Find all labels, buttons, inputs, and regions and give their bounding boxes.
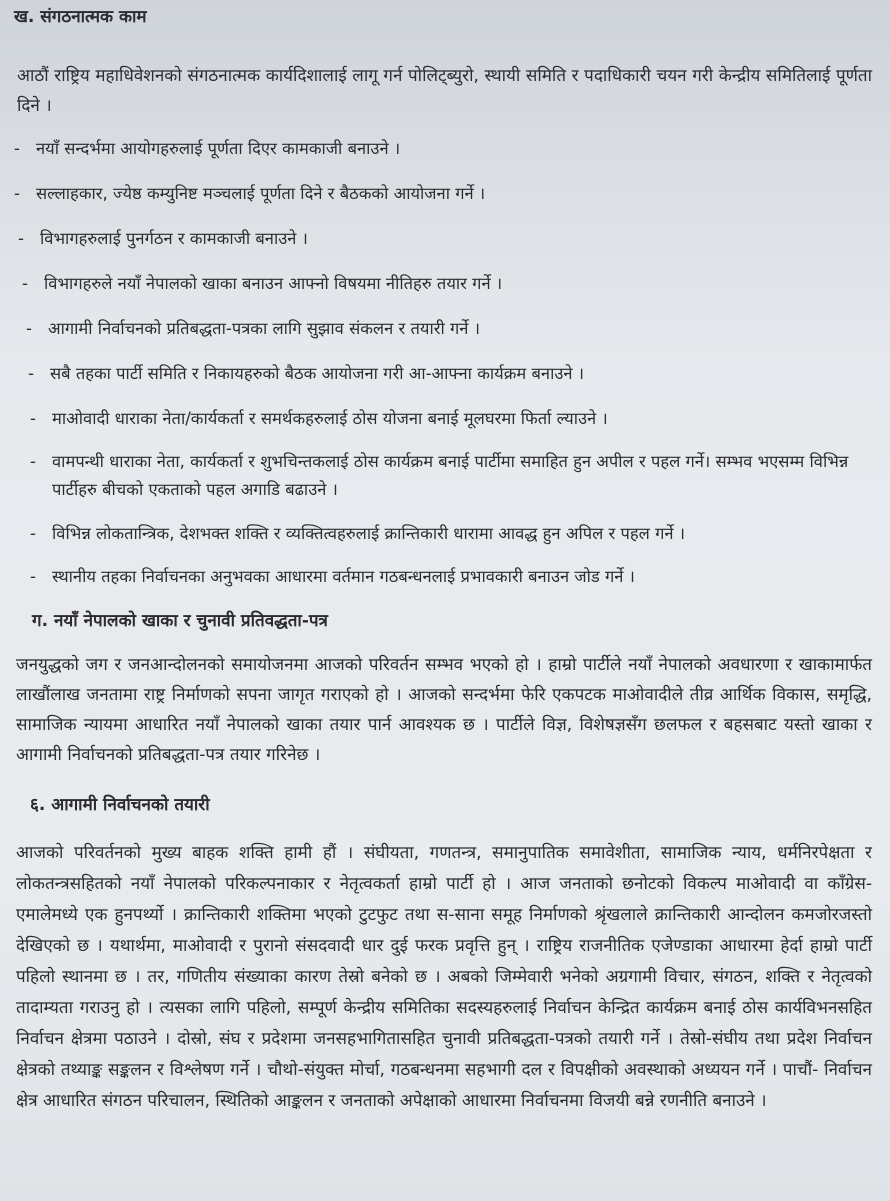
- section-6-heading: ६. आगामी निर्वाचनको तयारी: [30, 795, 210, 815]
- section-kha-heading: ख. संगठनात्मक काम: [14, 7, 147, 27]
- bullet-dash: -: [14, 184, 20, 203]
- bullet-text: नयाँ सन्दर्भमा आयोगहरुलाई पूर्णता दिएर कामकाजी बनाउने ।: [36, 139, 401, 158]
- list-item: [30, 448, 890, 504]
- bullet-text: विभागहरुलाई पुनर्गठन र कामकाजी बनाउने ।: [40, 229, 308, 248]
- bullet-dash: -: [30, 409, 36, 428]
- bullet-dash: -: [30, 567, 36, 586]
- list-item: [30, 405, 872, 432]
- list-item: [30, 520, 872, 547]
- bullet-dash: -: [30, 452, 36, 471]
- bullet-dash: -: [22, 274, 28, 293]
- bullet-text: आगामी निर्वाचनको प्रतिबद्धता-पत्रका लागि सुझाव संकलन र तयारी गर्ने ।: [48, 319, 480, 338]
- bullet-dash: -: [14, 139, 20, 158]
- section-6-body: आजको परिवर्तनको मुख्य बाहक शक्ति हामी हौं । संघीयता, गणतन्त्र, समानुपातिक समावेशीता, सामाजिक न्याय, धर्मनिरपेक्षता र लोकतन्त्रसहितको नयाँ नेपालको परिकल्पनाकार र नेतृत्वकर्ता हाम्रो पार्टी हो । आज जनताको छनोटको विकल्प माओवादी वा काँग्रेस-एमालेमध्ये एक हुनपर्थ्यो । क्रान्तिकारी शक्तिमा भएको टुटफुट तथा स-साना समूह निर्माणको श्रृंखलाले क्रान्तिकारी आन्दोलन कमजोरजस्तो देखिएको छ । यथार्थमा, माओवादी र पुरानो संसदवादी धार दुई फरक प्रवृत्ति हुन् । राष्ट्रिय राजनीतिक एजेण्डाका आधारमा हेर्दा हाम्रो पार्टी पहिलो स्थानमा छ । तर, गणितीय संख्याका कारण तेस्रो बनेको छ । अबको जिम्मेवारी भनेको अग्रगामी विचार, संगठन, शक्ति र नेतृत्वको तादाम्यता गराउनु हो । त्यसका लागि पहिलो, सम्पूर्ण केन्द्रीय समितिका सदस्यहरुलाई निर्वाचन केन्द्रित कार्यक्रम बनाई ठोस कार्यविभनसहित निर्वाचन क्षेत्रमा पठाउने । दोस्रो, संघ र प्रदेशमा जनसहभागितासहित चुनावी प्रतिबद्धता-पत्रको तयारी गर्ने । तेस्रो-संघीय तथा प्रदेश निर्वाचन क्षेत्रको तथ्याङ्क सङ्कलन र विश्लेषण गर्ने । चौथो-संयुक्त मोर्चा, गठबन्धनमा सहभागी दल र विपक्षीको अवस्थाको अध्ययन गर्ने । पाचौं- निर्वाचन क्षेत्र आधारित संगठन परिचालन, स्थितिको आङ्कलन र जनताको अपेक्षाको आधारमा निर्वाचनमा विजयी बन्ने रणनीति बनाउने ।: [16, 843, 872, 1111]
- section-ga-body: जनयुद्धको जग र जनआन्दोलनको समायोजनमा आजको परिवर्तन सम्भव भएको हो । हाम्रो पार्टीले नयाँ नेपालको अवधारणा र खाकामार्फत लाखौंलाख जनतामा राष्ट्र निर्माणको सपना जागृत गराएको हो । आजको सन्दर्भमा फेरि एकपटक माओवादीले तीव्र आर्थिक विकास, समृद्धि, सामाजिक न्यायमा आधारित नयाँ नेपालको खाका तयार पार्न आवश्यक छ । पार्टीले विज्ञ, विशेषज्ञसँग छलफल र बहसबाट यस्तो खाका र आगामी निर्वाचनको प्रतिबद्धता-पत्र तयार गरिनेछ ।: [16, 655, 872, 765]
- bullet-text: सल्लाहकार, ज्येष्ठ कम्युनिष्ट मञ्चलाई पूर्णता दिने र बैठकको आयोजना गर्ने ।: [36, 184, 486, 203]
- bullet-dash: -: [30, 524, 36, 543]
- bullet-dash: -: [18, 229, 24, 248]
- bullet-dash: -: [28, 364, 34, 383]
- list-item: [18, 225, 872, 252]
- list-item: [30, 563, 872, 590]
- bullet-text: सबै तहका पार्टी समिति र निकायहरुको बैठक आयोजना गरी आ-आफ्ना कार्यक्रम बनाउने ।: [50, 364, 585, 383]
- list-item: [26, 315, 872, 342]
- bullet-dash: -: [26, 319, 32, 338]
- bullet-text: विभागहरुले नयाँ नेपालको खाका बनाउन आफ्नो विषयमा नीतिहरु तयार गर्ने ।: [44, 274, 503, 293]
- list-item: [28, 360, 872, 387]
- list-item: [14, 135, 872, 162]
- section-kha-intro: आठौं राष्ट्रिय महाधिवेशनको संगठनात्मक कार्यदिशालाई लागू गर्न पोलिट्ब्युरो, स्थायी समिति र पदाधिकारी चयन गरी केन्द्रीय समितिलाई पूर्णता दिने ।: [17, 66, 872, 116]
- list-item: [22, 270, 872, 297]
- bullet-text: माओवादी धाराका नेता/कार्यकर्ता र समर्थकहरुलाई ठोस योजना बनाई मूलघरमा फिर्ता ल्याउने ।: [52, 409, 608, 428]
- bullet-text: विभिन्न लोकतान्त्रिक, देशभक्त शक्ति र व्यक्तित्वहरुलाई क्रान्तिकारी धारामा आवद्ध हुन अपिल र पहल गर्ने ।: [52, 524, 686, 543]
- bullet-text: स्थानीय तहका निर्वाचनका अनुभवका आधारमा वर्तमान गठबन्धनलाई प्रभावकारी बनाउन जोड गर्ने ।: [52, 567, 635, 586]
- section-kha-bullet-list: [14, 135, 872, 590]
- bullet-text: वामपन्थी धाराका नेता, कार्यकर्ता र शुभचिन्तकलाई ठोस कार्यक्रम बनाई पार्टीमा समाहित हुन अपील र पहल गर्ने। सम्भव भएसम्म विभिन्न पार्टीहरु बीचको एकताको पहल अगाडि बढाउने ।: [52, 452, 849, 499]
- list-item: [14, 180, 872, 207]
- section-ga-heading: ग. नयाँ नेपालको खाका र चुनावी प्रतिवद्धता-पत्र: [32, 611, 328, 631]
